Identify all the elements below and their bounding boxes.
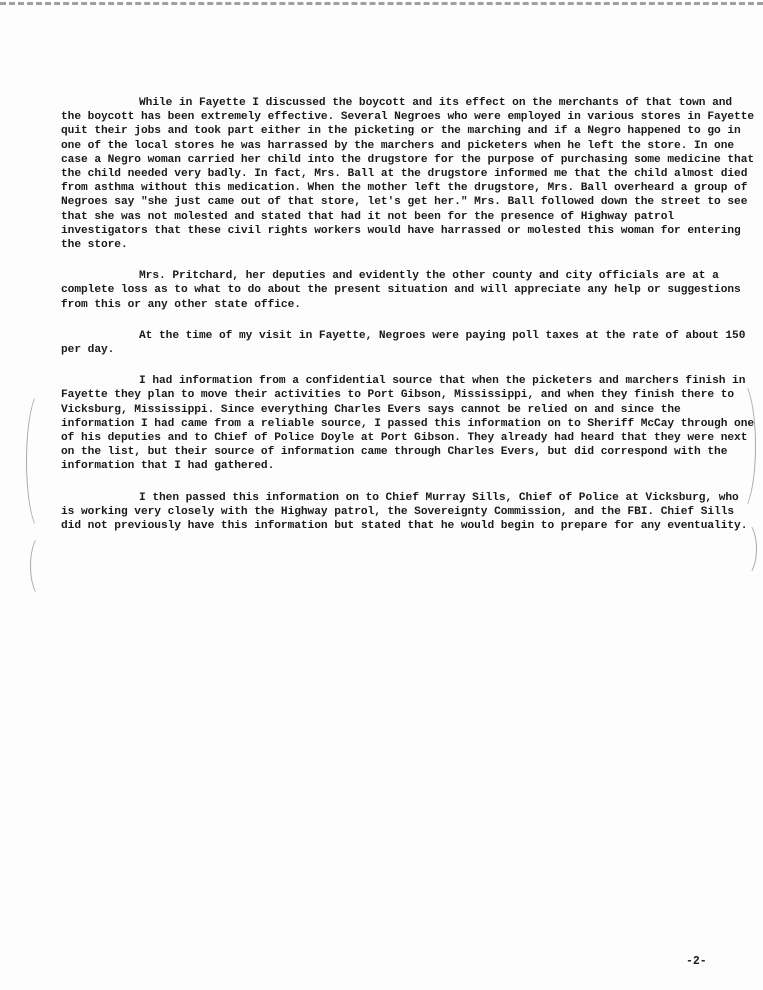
- paragraph-chief-sills: I then passed this information on to Chief Murray Sills, Chief of Police at Vicksburg, who is working very closely with the Highway patrol, the Sovereignty Commission, and the FBI. Chief Sills did not previously have this information but stated that he would begin to prepare for any eventuality.: [61, 491, 748, 533]
- handwritten-bracket-left: [26, 390, 57, 532]
- paragraph-poll-taxes: At the time of my visit in Fayette, Negroes were paying poll taxes at the rate of about 150 per day.: [61, 329, 753, 357]
- document-body: [61, 96, 761, 550]
- paragraph-confidential-source: I had information from a confidential source that when the picketers and marchers finish in Fayette they plan to move their activities to Port Gibson, Mississippi, and when they finish there to Vicksburg, Mississippi. Since everything Charles Evers says cannot be relied on and since the information I had came from a reliable source, I passed this information on to Sheriff McCay through one of his deputies and to Chief of Police Doyle at Port Gibson. They already had heard that they were next on the list, but their source of information came through Charles Evers, but did correspond with the information that I had gathered.: [61, 375, 761, 473]
- page-number: -2-: [686, 955, 707, 968]
- perforated-edge: [0, 2, 763, 11]
- paragraph-officials: Mrs. Pritchard, her deputies and evidently the other county and city officials are at a complete loss as to what to do about the present situation and will appreciate any help or suggestions from this or any other state office.: [61, 270, 748, 311]
- handwritten-bracket-left: [30, 535, 53, 597]
- paragraph-boycott: While in Fayette I discussed the boycott and its effect on the merchants of that town and the boycott has been extremely effective. Several Negroes who were employed in various stores in Fayette quit their jobs and took part either in the picketing or the marching and if a Negro happened to go in one of the local stores he was harrassed by the marchers and picketers when he left the store. In one case a Negro woman carried her child into the drugstore for the purpose of purchasing some medicine that the child needed very badly. In fact, Mrs. Ball at the drugstore informed me that the child almost died from asthma without this medication. When the mother left the drugstore, Mrs. Ball overheard a group of Negroes say "she just came out of that store, let's get her." Mrs. Ball followed down the street to see that she was not molested and stated that had it not been for the presence of Highway patrol investigators that these civil rights workers would have harrassed or molested this woman for entering the store.: [61, 97, 761, 252]
